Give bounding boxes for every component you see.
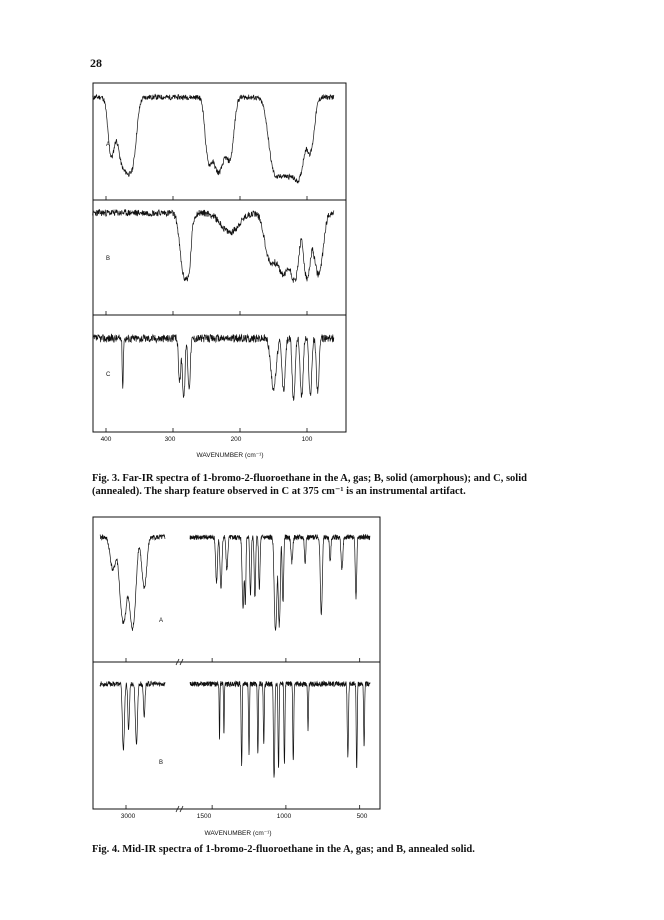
spectrum-line (190, 681, 370, 777)
axis-title-text: WAVENUMBER (204, 830, 252, 837)
tick-label-200: 200 (230, 436, 242, 443)
tick-label-100: 100 (301, 436, 313, 443)
panel-label-a: A (106, 142, 111, 148)
tick-label-500: 500 (356, 813, 368, 820)
spectrum-trace-a (93, 95, 334, 184)
panel-label-c: C (106, 372, 111, 378)
panel-label-b: B (159, 760, 164, 766)
figure-3-far-ir-spectra (92, 82, 354, 444)
spectrum-line (100, 681, 165, 750)
panel-label-b: B (106, 256, 111, 262)
figure-3-axis-title (160, 451, 300, 459)
spectrum-trace-a (100, 535, 370, 631)
spectrum-line (100, 535, 165, 631)
figure-3-plot (92, 82, 354, 444)
figure-3-frame (93, 83, 346, 432)
tick-label-3000: 3000 (120, 813, 136, 820)
tick-label-1000: 1000 (276, 813, 292, 820)
spectrum-trace-b (100, 681, 370, 777)
figure-3-ticks (106, 196, 307, 432)
figure-4-frame (93, 517, 380, 809)
axis-title-unit: (cm⁻¹) (244, 452, 264, 459)
panel-label-a: A (159, 618, 164, 624)
axis-title-text: WAVENUMBER (196, 452, 244, 459)
spectrum-line (93, 209, 334, 282)
page-number: 28 (90, 56, 102, 70)
axis-title-unit: (cm⁻¹) (252, 830, 272, 837)
spectrum-line (190, 535, 370, 631)
figure-4-mid-ir-spectra (92, 516, 384, 822)
tick-label-300: 300 (164, 436, 176, 443)
figure-4-axis-title (168, 829, 308, 837)
figure-3-caption: Fig. 3. Far-IR spectra of 1-bromo-2-fluoroethane in the A, gas; B, solid (amorphous); and C, solid (annealed). The sharp feature observed in C at 375 cm⁻¹ is an instrumental artifact. (92, 473, 527, 497)
tick-label-1500: 1500 (196, 813, 212, 820)
spectrum-trace-c (93, 334, 334, 400)
spectrum-trace-b (93, 209, 334, 282)
figure-4-plot (92, 516, 384, 822)
spectrum-line (93, 334, 334, 400)
spectrum-line (93, 95, 334, 184)
figure-4-ticks (126, 658, 360, 812)
figure-4-caption: Fig. 4. Mid-IR spectra of 1-bromo-2-fluoroethane in the A, gas; and B, annealed solid. (92, 844, 475, 855)
tick-label-400: 400 (100, 436, 112, 443)
